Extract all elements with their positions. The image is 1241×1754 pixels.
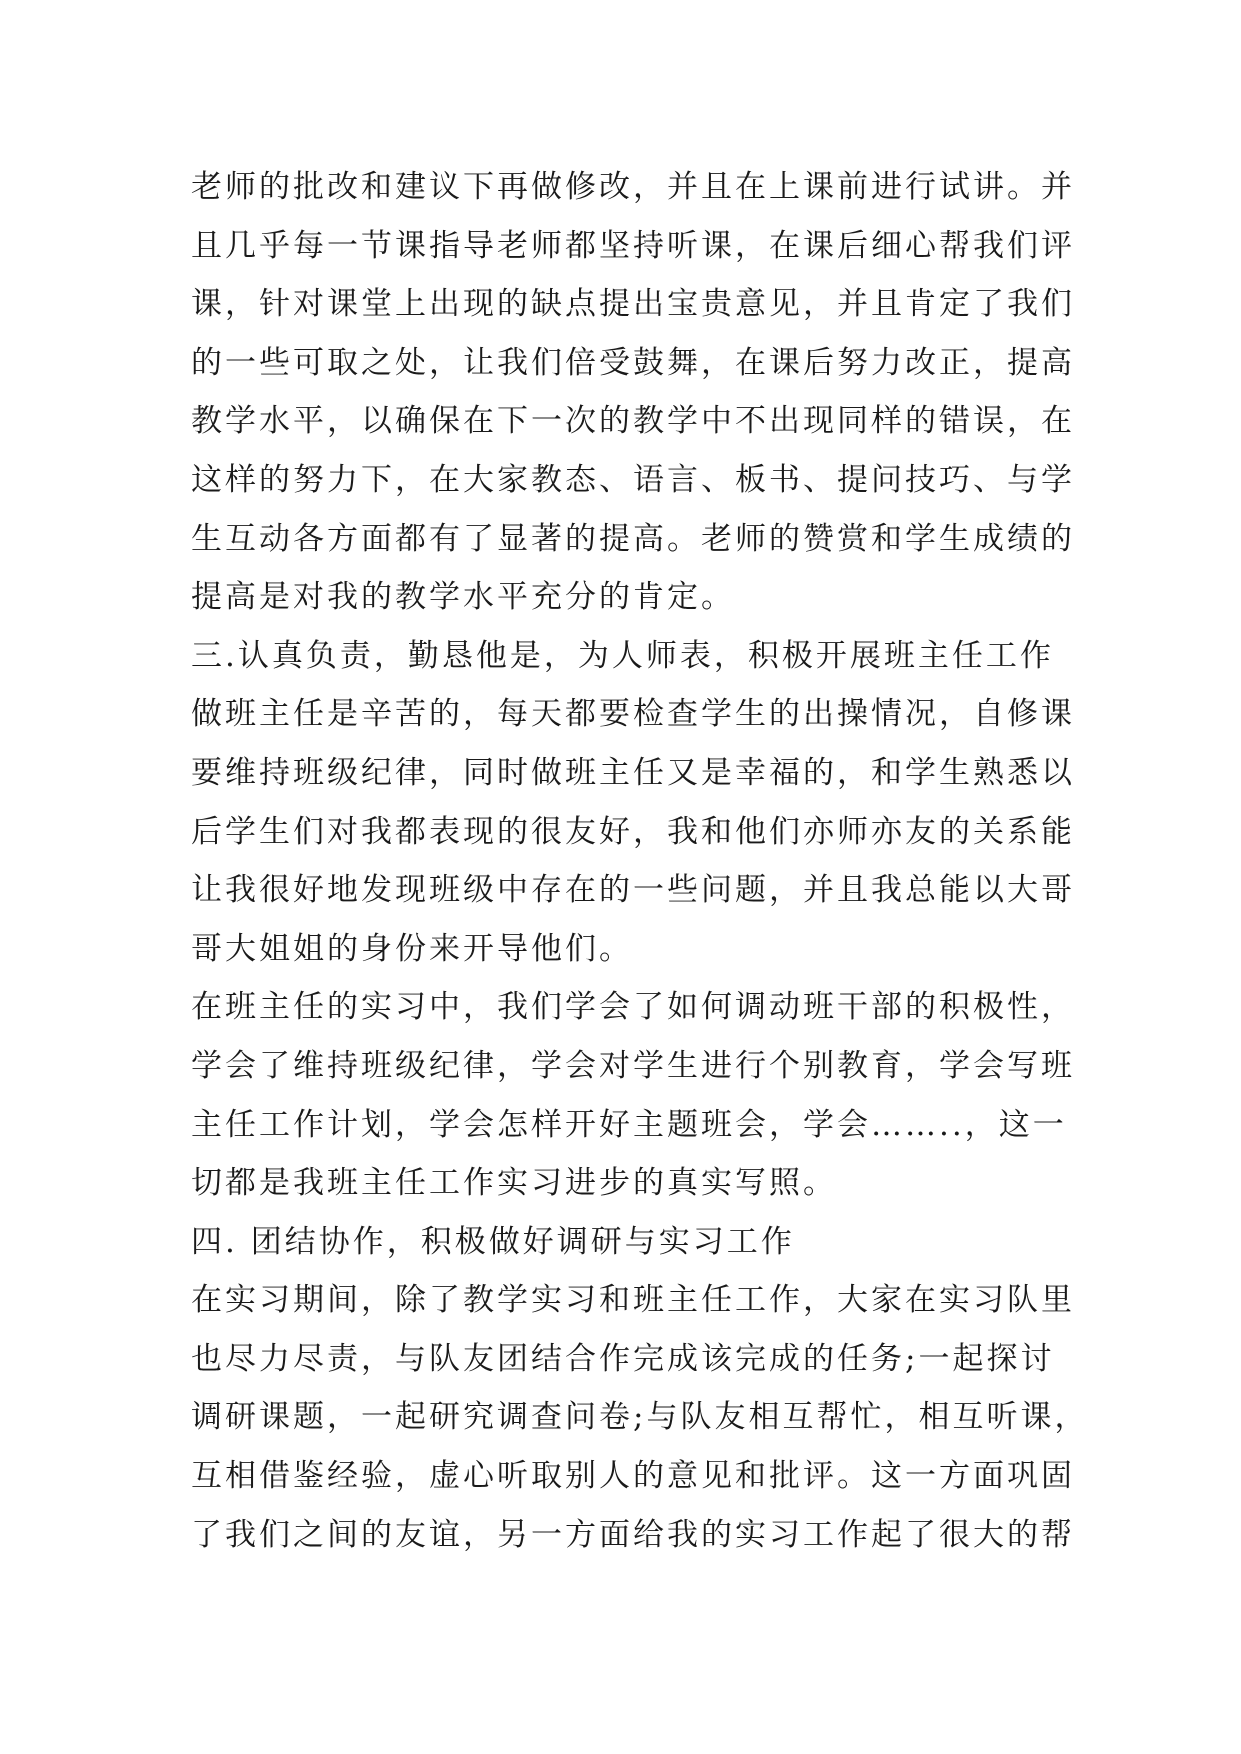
text-line: 切都是我班主任工作实习进步的真实写照。 <box>191 1165 837 1202</box>
text-line: 生互动各方面都有了显著的提高。老师的赞赏和学生成绩的 <box>191 520 1075 557</box>
text-line: 这样的努力下，在大家教态、语言、板书、提问技巧、与学 <box>191 461 1075 498</box>
section-heading-3: 三.认真负责，勤恳他是，为人师表，积极开展班主任工作 <box>191 637 1054 674</box>
text-line: 互相借鉴经验，虚心听取别人的意见和批评。这一方面巩固 <box>191 1458 1075 1495</box>
text-line: 了我们之间的友谊，另一方面给我的实习工作起了很大的帮 <box>191 1516 1075 1553</box>
text-line: 也尽力尽责，与队友团结合作完成该完成的任务;一起探讨 <box>191 1340 1055 1377</box>
text-line: 在班主任的实习中，我们学会了如何调动班干部的积极性， <box>191 989 1075 1026</box>
text-line: 调研课题，一起研究调查问卷;与队友相互帮忙，相互听课， <box>191 1399 1089 1436</box>
body-text <box>191 158 1089 1564</box>
text-line: 哥大姐姐的身份来开导他们。 <box>191 930 633 967</box>
text-line: 的一些可取之处，让我们倍受鼓舞，在课后努力改正，提高 <box>191 344 1075 381</box>
section-heading-4: 四. 团结协作，积极做好调研与实习工作 <box>191 1223 795 1260</box>
text-line: 且几乎每一节课指导老师都坚持听课，在课后细心帮我们评 <box>191 227 1075 264</box>
text-line: 做班主任是辛苦的，每天都要检查学生的出操情况，自修课 <box>191 696 1075 733</box>
text-line: 后学生们对我都表现的很友好，我和他们亦师亦友的关系能 <box>191 813 1075 850</box>
text-line: 课，针对课堂上出现的缺点提出宝贵意见，并且肯定了我们 <box>191 286 1075 323</box>
text-line: 教学水平，以确保在下一次的教学中不出现同样的错误，在 <box>191 403 1075 440</box>
text-line: 让我很好地发现班级中存在的一些问题，并且我总能以大哥 <box>191 872 1075 909</box>
text-line: 老师的批改和建议下再做修改，并且在上课前进行试讲。并 <box>191 169 1075 205</box>
text-line: 要维持班级纪律，同时做班主任又是幸福的，和学生熟悉以 <box>191 754 1075 791</box>
text-line: 在实习期间，除了教学实习和班主任工作，大家在实习队里 <box>191 1282 1075 1319</box>
text-line: 学会了维持班级纪律，学会对学生进行个别教育，学会写班 <box>191 1047 1075 1084</box>
text-line: 主任工作计划，学会怎样开好主题班会，学会……..，这一 <box>191 1106 1067 1143</box>
text-line: 提高是对我的教学水平充分的肯定。 <box>191 579 735 616</box>
